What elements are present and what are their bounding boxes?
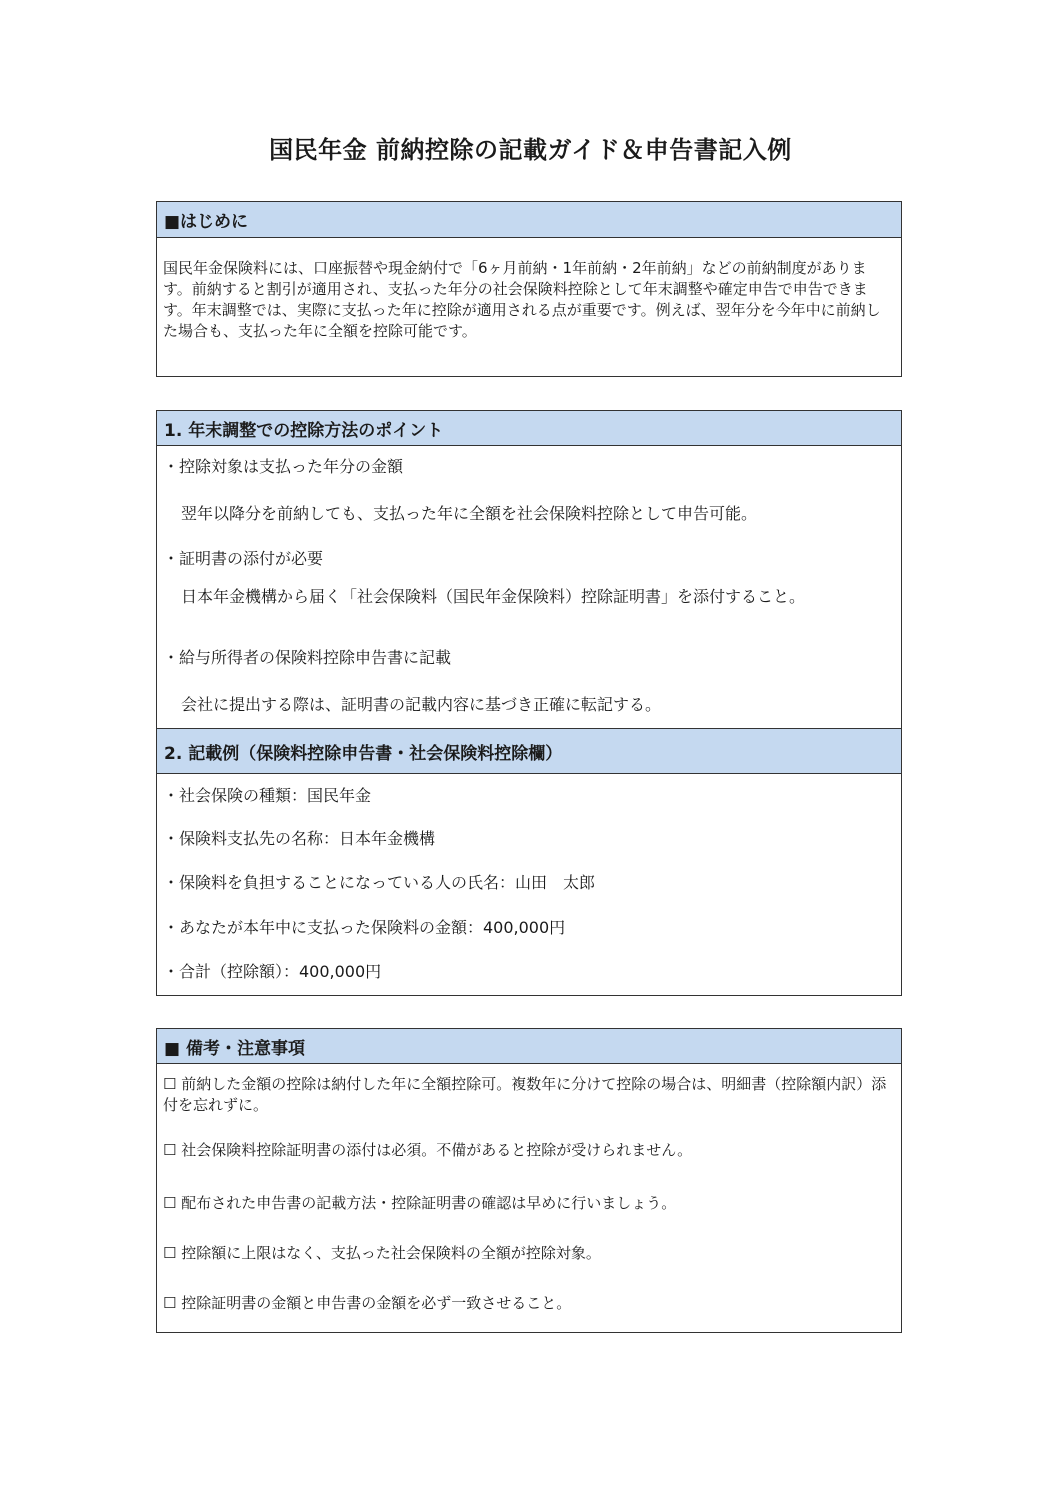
points-section [156,410,902,996]
intro-section [156,201,902,377]
page-title: 国民年金 前納控除の記載ガイド＆申告書記入例 [269,136,792,164]
note-item-5: ☐ 控除証明書の金額と申告書の金額を必ず一致させること。 [163,1294,572,1312]
section2-item-3: ・保険料を負担することになっている人の氏名：山田 太郎 [163,873,596,892]
notes-heading: ■ 備考・注意事項 [157,1029,901,1064]
section1-bullet-3: ・給与所得者の保険料控除申告書に記載 [163,648,452,667]
section1-bullet-1: ・控除対象は支払った年分の金額 [163,457,404,476]
notes-section [156,1028,902,1333]
note-item-3: ☐ 配布された申告書の記載方法・控除証明書の確認は早めに行いましょう。 [163,1194,677,1212]
section2-heading: 2. 記載例（保険料控除申告書・社会保険料控除欄） [157,728,901,774]
note-item-4: ☐ 控除額に上限はなく、支払った社会保険料の全額が控除対象。 [163,1244,601,1262]
section2-item-1: ・社会保険の種類：国民年金 [163,786,372,805]
section1-heading: 1. 年末調整での控除方法のポイント [157,411,901,446]
section1-bullet-2: ・証明書の添付が必要 [163,549,324,568]
note-item-2: ☐ 社会保険料控除証明書の添付は必須。不備があると控除が受けられません。 [163,1141,693,1159]
section2-item-4: ・あなたが本年中に支払った保険料の金額：400,000円 [163,918,566,937]
section2-item-5: ・合計（控除額）：400,000円 [163,962,382,981]
section2-item-2: ・保険料支払先の名称：日本年金機構 [163,829,436,848]
section1-detail-1: 翌年以降分を前納しても、支払った年に全額を社会保険料控除として申告可能。 [181,504,758,523]
intro-body: 国民年金保険料には、口座振替や現金納付で「6ヶ月前納・1年前納・2年前納」などの前納制度があります。前納すると割引が適用され、支払った年分の社会保険料控除として年末調整や確定申告で申告できます。年末調整では、実際に支払った年に控除が適用される点が重要です。例えば、翌年分を今年中に前納した場合も、支払った年に全額を控除可能です。 [163,259,881,340]
intro-heading: ■はじめに [157,202,901,238]
note-item-1: ☐ 前納した金額の控除は納付した年に全額控除可。複数年に分けて控除の場合は、明細書（控除額内訳）添付を忘れずに。 [163,1075,887,1114]
section1-detail-2: 日本年金機構から届く「社会保険料（国民年金保険料）控除証明書」を添付すること。 [181,587,806,606]
section1-detail-3: 会社に提出する際は、証明書の記載内容に基づき正確に転記する。 [181,695,662,714]
